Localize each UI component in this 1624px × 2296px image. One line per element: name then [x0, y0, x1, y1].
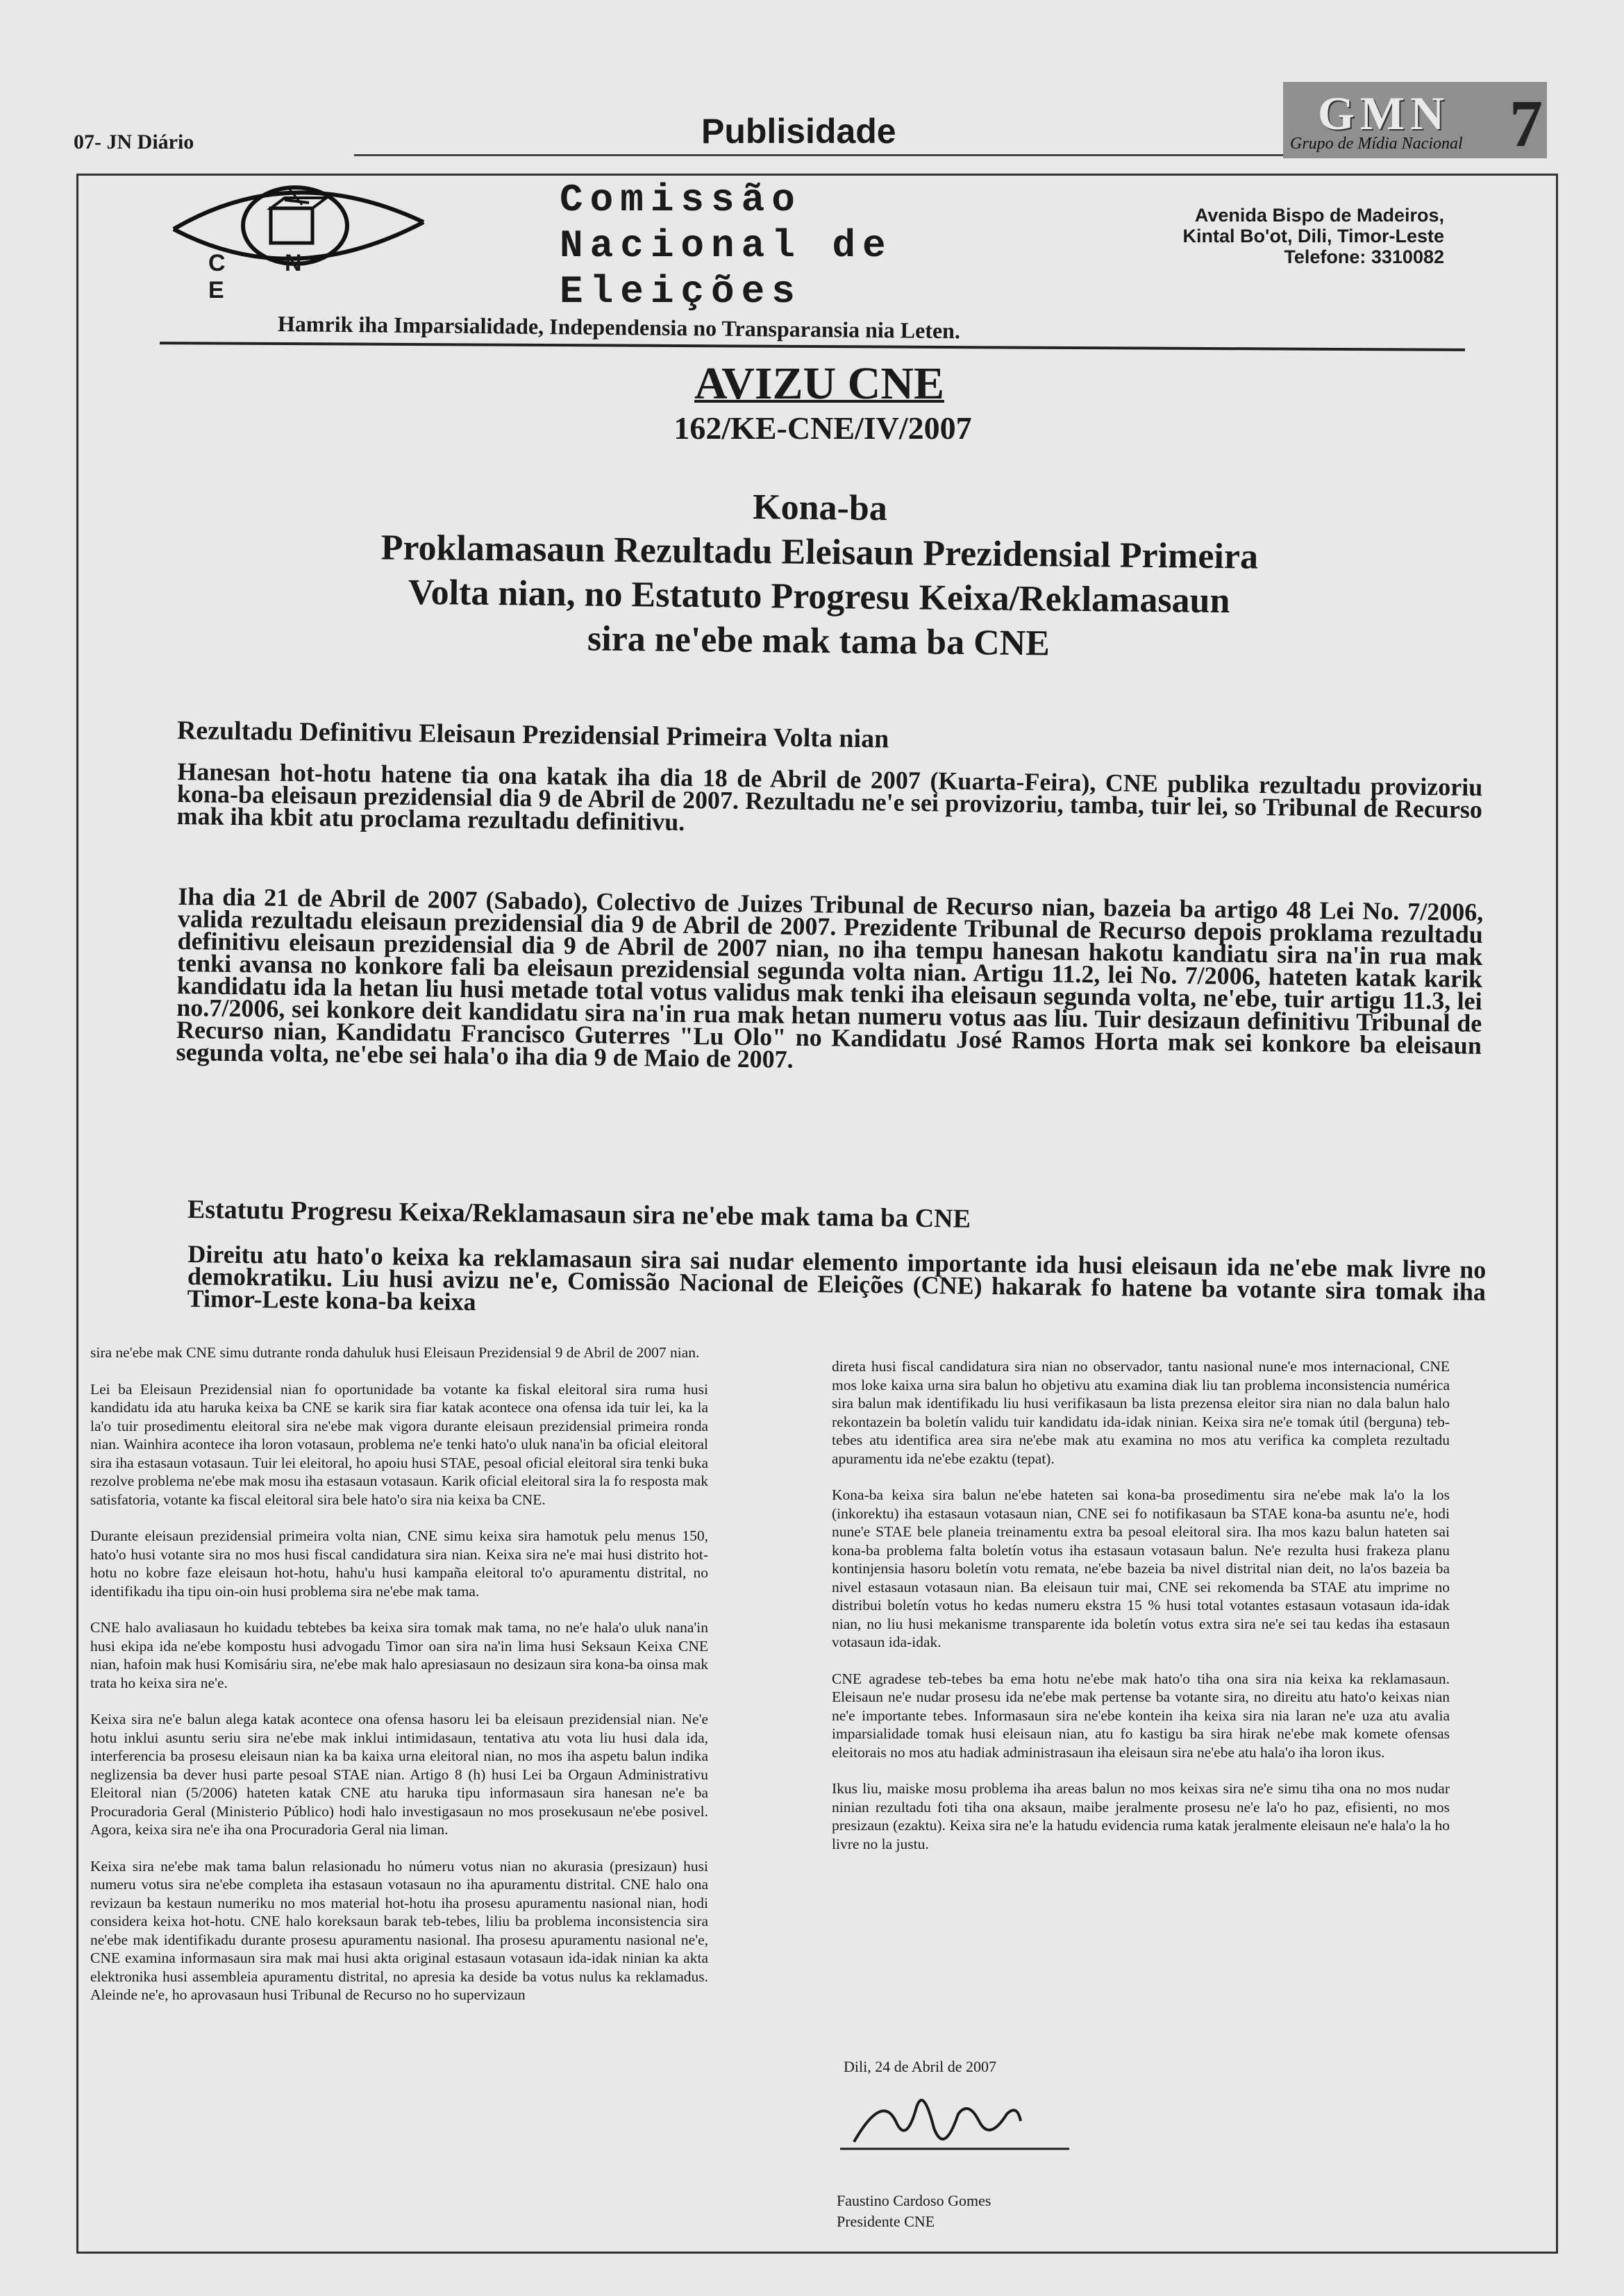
body-paragraph: Ikus liu, maiske mosu problema iha areas balun no mos keixas sira ne'e simu tiha ona no mos nudar ninian rezultadu foti tiha ona aksaun, maibe jeralmente prosesu ne'e la'o ho paz, efisienti, no mos presizaun (ezaktu). Keixa sira ne'e la hatudu evidencia ruma katak jeralmente eleisaun ne'e hala'o la ho livre no la justu.: [832, 1780, 1450, 1852]
signatory-name: Faustino Cardoso Gomes: [837, 2192, 991, 2209]
complaints-intro: Direitu atu hato'o keixa ka reklamasaun sira sai nudar elemento importante ida husi eleisaun ida ne'ebe mak livre no demokratiku. Liu husi avizu ne'e, Comissão Nacional de Eleições (CNE) hakarak fo hatene ba votante sira tomak iha Timor-Leste kona-ba keixa: [187, 1240, 1487, 1316]
cne-eye-logo: [160, 174, 437, 303]
body-paragraph: direta husi fiscal candidatura sira nian no observador, tantu nasional nune'e mos internacional, CNE mos loke kaixa urna sira balun ho objetivu atu examina diak liu tan problema inconsistencia numérica sira balun mak identifikadu liu husi verifikasaun ba lista prezensa eleitor sira nian no dala balun halo rekontazein ba boletín validu tuir kandidatu ida-idak ninian. Keixa sira ne'e tomak útil (berguna) teb-tebes atu identifica area sira ne'ebe mak atu examina no mos atu verifica ka completa rezultadu apuramentu ida ne'ebe ezaktu (tepat).: [832, 1358, 1450, 1467]
org-name-line: Comissão: [560, 178, 802, 222]
left-column: [90, 1343, 708, 2022]
section-heading-results: Rezultadu Definitivu Eleisaun Prezidensial Primeira Volta nian: [176, 716, 889, 754]
notice-reference: 162/KE-CNE/IV/2007: [673, 410, 972, 446]
results-paragraph: Hanesan hot-hotu hatene tia ona katak iha dia 18 de Abril de 2007 (Kuarta-Feira), CNE publika rezultadu provizoriu kona-ba eleisaun prezidensial dia 9 de Abril de 2007. Rezultadu ne'e sei provizoriu, tamba, tuir lei, so Tribunal de Recurso mak iha kbit atu proclama rezultadu definitivu.: [176, 757, 1483, 836]
right-column: [832, 1357, 1450, 1871]
logo-number: 7: [1509, 86, 1543, 160]
organization-address: [1028, 205, 1444, 267]
body-paragraph: Keixa sira ne'ebe mak tama balun relasionadu ho númeru votus nian no akurasia (presizaun) husi numeru votus sira ne'ebe completa iha estasaun votasaun no iha apuramentu distrital. CNE halo ona revizaun ba kestaun numeriku no mos material hot-hotu iha prosesu apuramentu nasional nian, hodi considera keixa hot-hotu. CNE halo koreksaun barak teb-tebes, liliu ba problema inconsistencia sira ne'ebe mak identifikadu durante prosesu apuramentu nasional. Iha prosesu apuramentu nasional ne'e, CNE examina informasaun sira mak mai husi akta original estasaun votasaun ida-idak ninian ka akta elektronika husi assembleia apuramentu distrital, no apresia ka deside ba votus nulus ka reklamadus. Aleinde ne'e, ho aprovasaun husi Tribunal de Recurso no ho supervizaun: [90, 1857, 708, 2003]
address-line: Avenida Bispo de Madeiros,: [1194, 205, 1444, 226]
body-paragraph: Lei ba Eleisaun Prezidensial nian fo oportunidade ba votante ka fiskal eleitoral sira ruma husi kandidatu ida atu haruka keixa ba CNE se karik sira fiar katak acontece ona ofensa ida tuir lei, ka la la'o tuir prosedimentu eleitoral sira ne'ebe mak vigora durante eleisaun prezidensial primeira ronda nian. Wainhira acontece iha loron votasaun, problema ne'e tenki hato'o uluk nana'in ba oficial eleitoral sira iha estasaun votasaun. Tuir lei eleitoral, ho apoiu husi STAE, pesoal oficial eleitoral sira tenki buka rezolve problema ne'ebe mak mosu iha estasaun votasaun. Karik oficial eleitoral sira la fo resposta mak satisfatoria, votante ka fiscal eleitoral sira bele hato'o sira nia keixa ba CNE.: [90, 1380, 708, 1508]
body-paragraph: CNE halo avaliasaun ho kuidadu tebtebes ba keixa sira tomak mak tama, no ne'e hala'o uluk nana'in husi ekipa ida ne'ebe kompostu husi advogadu Timor oan sira na'in lima husi Seksaun Keixa CNE nian, hafoin mak husi Komisáriu sira, ne'ebe mak halo apresiasaun no desizaun sira kona-ba oinsa mak trata ho keixa sira ne'e.: [90, 1619, 708, 1691]
subject-line: Proklamasaun Rezultadu Eleisaun Prezidensial Primeira: [380, 528, 1259, 577]
subject-line: Kona-ba: [752, 487, 888, 529]
results-paragraph: Iha dia 21 de Abril de 2007 (Sabado), Colectivo de Juizes Tribunal de Recurso nian, bazeia ba artigo 48 Lei No. 7/2006, valida rezultadu eleisaun prezidensial dia 9 de Abril de 2007. Prezidente Tribunal de Recurso depois proklama rezultadu definitivu eleisaun prezidensial dia 9 de Abril de 2007 nian, no iha tempu hanesan hakotu kandiatu sira na'in rua mak tenki avansa no konkore fali ba eleisaun prezidensial segunda volta nian. Artigu 11.2, lei No. 7/2006, hateten katak karik kandidatu ida la hetan liu husi metade total votus validus mak tenki iha eleisaun segunda volta, ne'ebe, tuir artigu 11.3, lei no.7/2006, sei konkore deit kandidatu sira na'in rua mak hetan numeru votus aas liu. Tuir desizaun definitivu Tribunal de Recurso nian, Kandidatu Francisco Guterres "Lu Olo" no Kandidatu José Ramos Horta mak sei konkore ba eleisaun segunda volta, ne'ebe sei hala'o iha dia 9 de Maio de 2007.: [176, 882, 1484, 1073]
address-line: Kintal Bo'ot, Dili, Timor-Leste: [1182, 226, 1444, 246]
motto: Hamrik iha Imparsialidade, Independensia no Transparansia nia Leten.: [277, 311, 961, 344]
body-paragraph: Kona-ba keixa sira balun ne'ebe hateten sai kona-ba prosedimentu sira ne'ebe mak la'o la los (inkorektu) iha estasaun votasaun nian, CNE sei fo notifikasaun ba STAE kona-ba asuntu ne'e, hodi nune'e STAE bele planeia treinamentu extra ba pesoal eleitoral sira. Iha mos kazu balun hateten sai kona-ba problema falta boletín votus iha estasaun votasaun balun. Ne'e rezulta husi frakeza planu kontinjensia hasoru boletín votu remata, ne'ebe bazeia ba nivel distrital nian deit, no la'os bazeia ba nivel estasaun votasaun nian. Ba eleisaun tuir mai, CNE sei rekomenda ba STAE atu imprime no distribui boletín votus ho kedas numeru ekstra 15 % husi total votantes estasaun votasaun ida-idak nian, no liu husi mekanisme transparente ida boletín votus extra sira ne'e sei tau kedas iha estasaun votasaun ida-idak.: [832, 1486, 1450, 1650]
phone-line: Telefone: 3310082: [1284, 246, 1444, 267]
gmn-logo: [1283, 82, 1547, 158]
logo-letters: C N E: [208, 250, 328, 303]
body-paragraph: Keixa sira ne'e balun alega katak acontece ona ofensa hasoru lei ba eleisaun prezidensial nian. Ne'e hotu inklui asuntu seriu sira ne'ebe mak inklui intimidasaun, tentativa atu vota liu husi dala ida, interferencia ba prosesu eleisaun nian ka ba kaixa urna eleitoral nian, no mos iha aspetu balun indika neglizensia ba dever husi parte pesoal STAE nian. Artigo 8 (h) husi Lei ba Orgaun Administrativu Eleitoral nian (5/2006) hateten katak CNE atu haruka tipu informasaun sira hanesan ne'e ba Procuradoria Geral (Ministerio Público) hodi halo investigasaun no mos prosekusaun ne'ebe posivel. Agora, keixa sira ne'e iha ona Procuradoria Geral nia liman.: [90, 1711, 708, 1838]
notice-title: AVIZU CNE: [694, 358, 945, 409]
section-title: Publisidade: [701, 112, 896, 151]
subject-line: Volta nian, no Estatuto Progresu Keixa/Reklamasaun: [408, 572, 1230, 621]
signature-date: Dili, 24 de Abril de 2007: [844, 2058, 996, 2075]
logo-text: GMN: [1318, 87, 1450, 140]
section-heading-complaints: Estatutu Progresu Keixa/Reklamasaun sira ne'ebe mak tama ba CNE: [187, 1195, 971, 1234]
page-number: 07- JN Diário: [74, 131, 194, 153]
organization-name: [560, 177, 893, 315]
signatory-title: Presidente CNE: [837, 2213, 935, 2230]
org-name-line: Nacional de: [560, 224, 893, 268]
logo-subtitle: Grupo de Mídia Nacional: [1290, 135, 1463, 153]
subject-line: sira ne'ebe mak tama ba CNE: [587, 619, 1050, 664]
org-name-line: Eleições: [560, 269, 802, 314]
signature-scribble: [840, 2079, 1076, 2166]
body-paragraph: sira ne'ebe mak CNE simu dutrante ronda dahuluk husi Eleisaun Prezidensial 9 de Abril de 2007 nian.: [90, 1344, 700, 1361]
body-paragraph: CNE agradese teb-tebes ba ema hotu ne'ebe mak hato'o tiha ona sira nia keixa ka reklamasaun. Eleisaun ne'e nudar prosesu ida ne'ebe mak pertense ba votante sira, no direitu atu hato'o keixas nian ne'e importante tebes. Informasaun sira ne'ebe kontein iha keixa sira nia laran ne'e uza atu avalia imparsialidade tomak husi eleisaun nian, atu fo kastigu ba sira hirak ne'ebe mak komete ofensas eleitorais no mos atu hadiak administrasaun iha eleisaun sira ne'ebe atu hala'o iha loron ikus.: [832, 1670, 1450, 1761]
body-paragraph: Durante eleisaun prezidensial primeira volta nian, CNE simu keixa sira hamotuk pelu menus 150, hato'o husi votante sira no mos husi fiscal candidatura sira nian. Keixa sira ne'e mai husi distrito hot-hotu no kobre faze eleisaun hot-hotu, hahu'u husi kampaña eleitoral to'o apuramentu distrital, no identifikadu iha tipu oin-oin husi problema sira ne'ebe mak tama.: [90, 1527, 708, 1600]
notice-subject: [166, 479, 1473, 671]
